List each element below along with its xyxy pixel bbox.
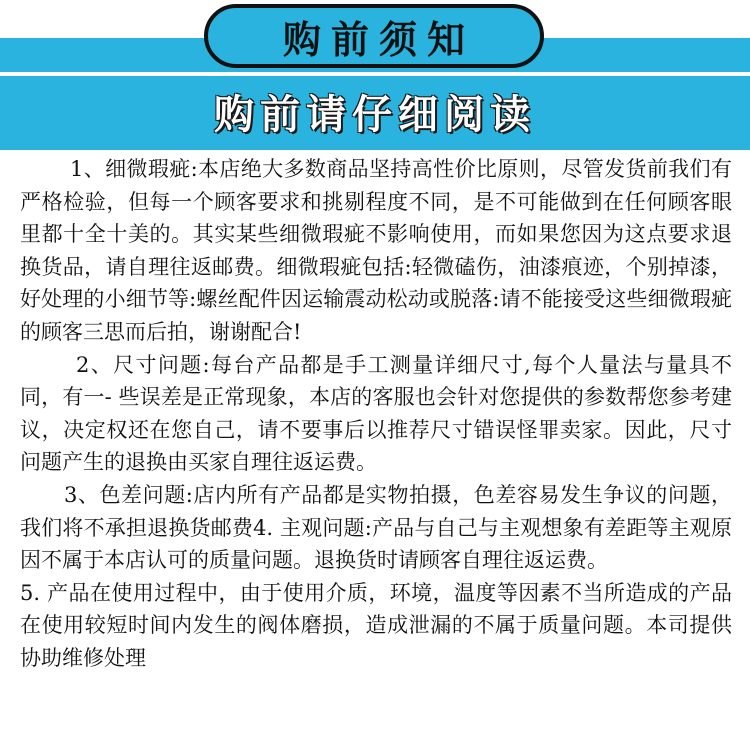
page-subtitle: 购前请仔细阅读 — [214, 90, 536, 138]
notice-item-color: 3、色差问题:店内所有产品都是实物拍摄，色差容易发生争议的问题，我们将不承担退换货邮费4. 主观问题:产品与自己与主观想象有差距等主观原因不属于本店认可的质量问题。退换货时请顾客自理往返运费。 — [20, 482, 732, 573]
page-title: 购前须知 — [282, 16, 475, 62]
notice-body — [20, 153, 732, 675]
notice-item-size: 2、尺寸问题:每台产品都是手工测量详细尺寸,每个人量法与量具不同，有一- 些误差是正常现象，本店的客服也会针对您提供的参数帮您参考建议，决定权还在您自己，请不要事后以推荐尺寸错误怪罪卖家。因此，尺寸问题产生的退换由买家自理往返运费。 — [20, 352, 732, 475]
notice-item-defects: 1、细微瑕疵:本店绝大多数商品坚持高性价比原则，尽管发货前我们有严格检验，但每一个顾客要求和挑剔程度不同，是不可能做到在任何顾客眼里都十全十美的。其实某些细微瑕疵不影响使用，而如果您因为这点要求退换货品，请自理往返邮费。细微瑕疵包括:轻微磕伤，油漆痕迹，个别掉漆，好处理的小细节等:螺丝配件因运输震动松动或脱落:请不能接受这些细微瑕疵的顾客三思而后拍，谢谢配合! — [20, 157, 732, 344]
notice-item-usage: 5. 产品在使用过程中，由于使用介质，环境，温度等因素不当所造成的产品在使用较短时间内发生的阀体磨损，造成泄漏的不属于质量问题。本司提供协助维修处理 — [20, 580, 732, 670]
page-title-badge — [204, 4, 544, 68]
